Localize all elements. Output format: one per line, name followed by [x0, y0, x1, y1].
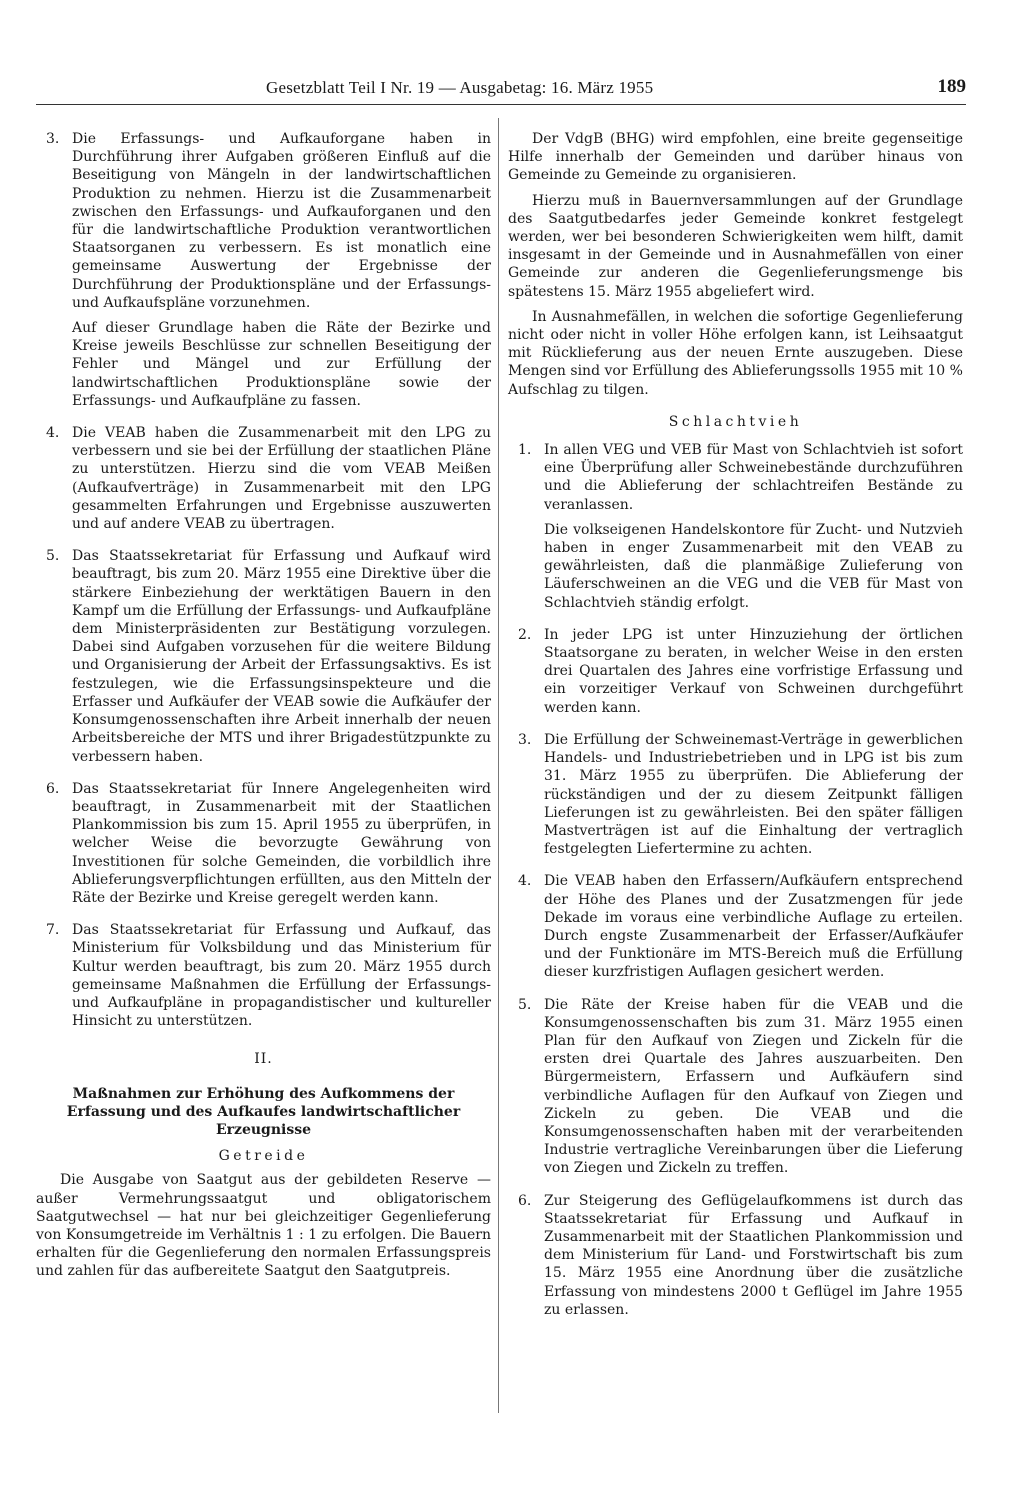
item-number: 5. [518, 996, 532, 1013]
left-column [36, 130, 491, 1288]
subheading-schlachtvieh: Schlachtvieh [668, 413, 803, 430]
paragraph: Der VdgB (BHG) wird empfohlen, eine breite gegenseitige Hilfe innerhalb der Gemeinden und darüber hinaus von Gemeinde zu Gemeinde zu organisieren. [508, 131, 963, 184]
getreide-paragraph: Die Ausgabe von Saatgut aus der gebildeten Reserve — außer Vermehrungssaatgut und obligatorischem Saatgutwechsel — hat nur bei gleichzeitiger Gegenlieferung von Konsumgetreide im Verhältnis 1 : 1 zu erfolgen. Die Bauern erhalten für die Gegenlieferung den normalen Erfassungspreis und zahlen für das aufbereitete Saatgut den Saatgutpreis. [36, 1172, 491, 1280]
item-paragraph: In jeder LPG ist unter Hinzuziehung der örtlichen Staatsorgane zu beraten, in welcher Weise in den ersten drei Quartalen des Jahres eine vorfristige Erfassung und ein vorzeitiger Verkauf von Schweinen durchgeführt werden kann. [544, 626, 963, 716]
item-number: 7. [46, 922, 60, 939]
paragraph: In Ausnahmefällen, in welchen die sofortige Gegenlieferung nicht oder nicht in voller Höhe erfolgen kann, ist Leihsaatgut mit Rücklieferung aus der neuen Ernte auszugeben. Diese Mengen sind vor Erfüllung des Ablieferungssolls 1955 mit 10 % Aufschlag zu tilgen. [508, 308, 963, 398]
list-item [36, 130, 491, 410]
list-item [508, 872, 963, 981]
list-item [36, 424, 491, 533]
paragraph: Hierzu muß in Bauernversammlungen auf der Grundlage des Saatgutbedarfes jeder Gemeinde konkret festgelegt werden, wer bei besonderen Schwierigkeiten wem hilft, damit insgesamt in der Gemeinde und in Ausnahmefällen von einer Gemeinde zur anderen die Gegenlieferungsmenge bis spätestens 15. März 1955 abgeliefert wird. [508, 192, 963, 300]
item-number: 2. [518, 626, 532, 643]
item-paragraph: Das Staatssekretariat für Innere Angelegenheiten wird beauftragt, in Zusammenarbeit mit der Staatlichen Plankommission bis zum 15. April 1955 zu überprüfen, in welcher Weise die bevorzugte Gewährung von Investitionen für solche Gemeinden, die vorbildlich ihre Ablieferungsverpflichtungen erfüllten, aus den Mitteln der Räte der Bezirke und Kreise geregelt werden kann. [72, 780, 491, 906]
item-paragraph: Auf dieser Grundlage haben die Räte der Bezirke und Kreise jeweils Beschlüsse zur schnellen Beseitigung der Fehler und Mängel und zur Erfüllung der landwirtschaftlichen Produktionspläne sowie der Erfassungs- und Aufkaufpläne zu fassen. [72, 320, 491, 409]
section-heading: Maßnahmen zur Erhöhung des Aufkommens der Erfassung und des Aufkaufes landwirtschaftlicher Erzeugnisse [66, 1085, 461, 1138]
list-item [36, 547, 491, 765]
item-number: 3. [46, 131, 60, 147]
page-header [36, 76, 966, 105]
item-number: 6. [518, 1192, 532, 1209]
section-number: II. [254, 1051, 273, 1068]
item-paragraph: Die Erfassungs- und Aufkauforgane haben in Durchführung ihrer Aufgaben größeren Einfluß auf die Beseitigung von Mängeln in der landwirtschaftlichen Produktion zu nehmen. Hierzu ist die Zusammenarbeit zwischen den Erfassungs- und Aufkauforganen und den für die landwirtschaftliche Produktion verantwortlichen Staatsorganen zu verbessern. Es ist monatlich eine gemeinsame Auswertung der Ergebnisse der Durchführung der Produktionspläne und der Erfassungs- und Aufkaufspläne vorzunehmen. [72, 131, 491, 311]
list-item [508, 996, 963, 1178]
item-paragraph: Zur Steigerung des Geflügelaufkommens ist durch das Staatssekretariat für Erfassung und Aufkauf in Zusammenarbeit mit der Staatlichen Plankommission und dem Ministerium für Land- und Forstwirtschaft bis zum 15. März 1955 eine Anordnung über die zusätzliche Erfassung von mindestens 2000 t Geflügel im Jahre 1955 zu erlassen. [544, 1192, 963, 1318]
subheading-getreide: Getreide [218, 1148, 309, 1165]
item-number: 4. [46, 425, 60, 442]
page-number: 189 [937, 76, 966, 97]
item-number: 5. [46, 548, 60, 565]
list-item [36, 921, 491, 1030]
item-paragraph: Das Staatssekretariat für Erfassung und Aufkauf, das Ministerium für Volksbildung und das Ministerium für Kultur werden beauftragt, bis zum 20. März 1955 durch gemeinsame Maßnahmen die Erfüllung der Erfassungs- und Aufkaufpläne in propagandistischer und kultureller Hinsicht zu unterstützen. [72, 922, 491, 1030]
item-paragraph: In allen VEG und VEB für Mast von Schlachtvieh ist sofort eine Überprüfung aller Schweinebestände durchzuführen und die Ablieferung der schlachtreifen Bestände zu veranlassen. [544, 442, 963, 513]
item-number: 4. [518, 873, 532, 890]
list-item [508, 441, 963, 612]
gazette-title: Gesetzblatt Teil I Nr. 19 — Ausgabetag: 16. März 1955 [266, 78, 654, 97]
item-paragraph: Die Räte der Kreise haben für die VEAB und die Konsumgenossenschaften bis zum 31. März 1955 einen Plan für den Aufkauf von Ziegen und Zickeln für die ersten drei Quartale des Jahres auszuarbeiten. Den Bürgermeistern, Erfassern und Aufkäufern sind verbindliche Auflagen für den Aufkauf von Ziegen und Zickeln zu geben. Die VEAB und die Konsumgenossenschaften haben mit der verarbeitenden Industrie vertragliche Vereinbarungen über die Lieferung von Ziegen und Zickeln zu treffen. [544, 996, 963, 1177]
item-paragraph: Die volkseigenen Handelskontore für Zucht- und Nutzvieh haben in enger Zusammenarbeit mit den VEAB zu gewährleisten, daß die planmäßige Zulieferung von Läuferschweinen an die VEG und die VEB für Mast von Schlachtvieh ständig erfolgt. [544, 521, 963, 611]
right-column [508, 130, 963, 1333]
list-item [508, 626, 963, 717]
item-paragraph: Die Erfüllung der Schweinemast-Verträge in gewerblichen Handels- und Industriebetrieben und in LPG ist bis zum 31. März 1955 zu überprüfen. Die Ablieferung der rückständigen und der zu diesem Zeitpunkt fälligen Lieferungen ist zu gewährleisten. Bei den später fälligen Mastverträgen ist auf die Einhaltung der vertraglich festgelegten Liefertermine zu achten. [544, 731, 963, 858]
item-number: 1. [518, 442, 532, 459]
list-item [508, 1192, 963, 1319]
column-divider [498, 118, 499, 1413]
item-paragraph: Die VEAB haben den Erfassern/Aufkäufern entsprechend der Höhe des Planes und der Zusatzmengen für jede Dekade im voraus eine verbindliche Auflage zu erteilen. Durch engste Zusammenarbeit der Erfasser/Aufkäufer und der Funktionäre im MTS-Bereich muß die Erfüllung dieser kurzfristigen Auflagen gesichert werden. [544, 873, 963, 981]
list-item [36, 780, 491, 907]
item-number: 3. [518, 731, 532, 748]
item-paragraph: Die VEAB haben die Zusammenarbeit mit den LPG zu verbessern und sie bei der Erfüllung der staatlichen Pläne zu unterstützen. Hierzu sind die vom VEAB Meißen (Aufkaufverträge) in Zusammenarbeit mit den LPG gesammelten Erfahrungen und Ergebnisse auszuwerten und auf andere VEAB zu übertragen. [72, 425, 491, 533]
item-paragraph: Das Staatssekretariat für Erfassung und Aufkauf wird beauftragt, bis zum 20. März 1955 eine Direktive über die stärkere Einbeziehung der werktätigen Bauern in den Kampf um die Erfüllung der Erfassungs- und Aufkaufpläne dem Ministerpräsidenten zur Bestätigung vorzulegen. Dabei sind Aufgaben vorzusehen für die weitere Bildung und Organisierung der Arbeit der Erfassungsaktivs. Es ist festzulegen, wie die Erfassungsinspekteure und die Erfasser und Aufkäufer der VEAB sowie die Aufkäufer der Konsumgenossenschaften ihre Arbeit innerhalb der neuen Arbeitsbereiche der MTS und ihrer Brigadestützpunkte zu verbessern haben. [72, 548, 491, 765]
item-number: 6. [46, 780, 60, 797]
list-item [508, 731, 963, 858]
